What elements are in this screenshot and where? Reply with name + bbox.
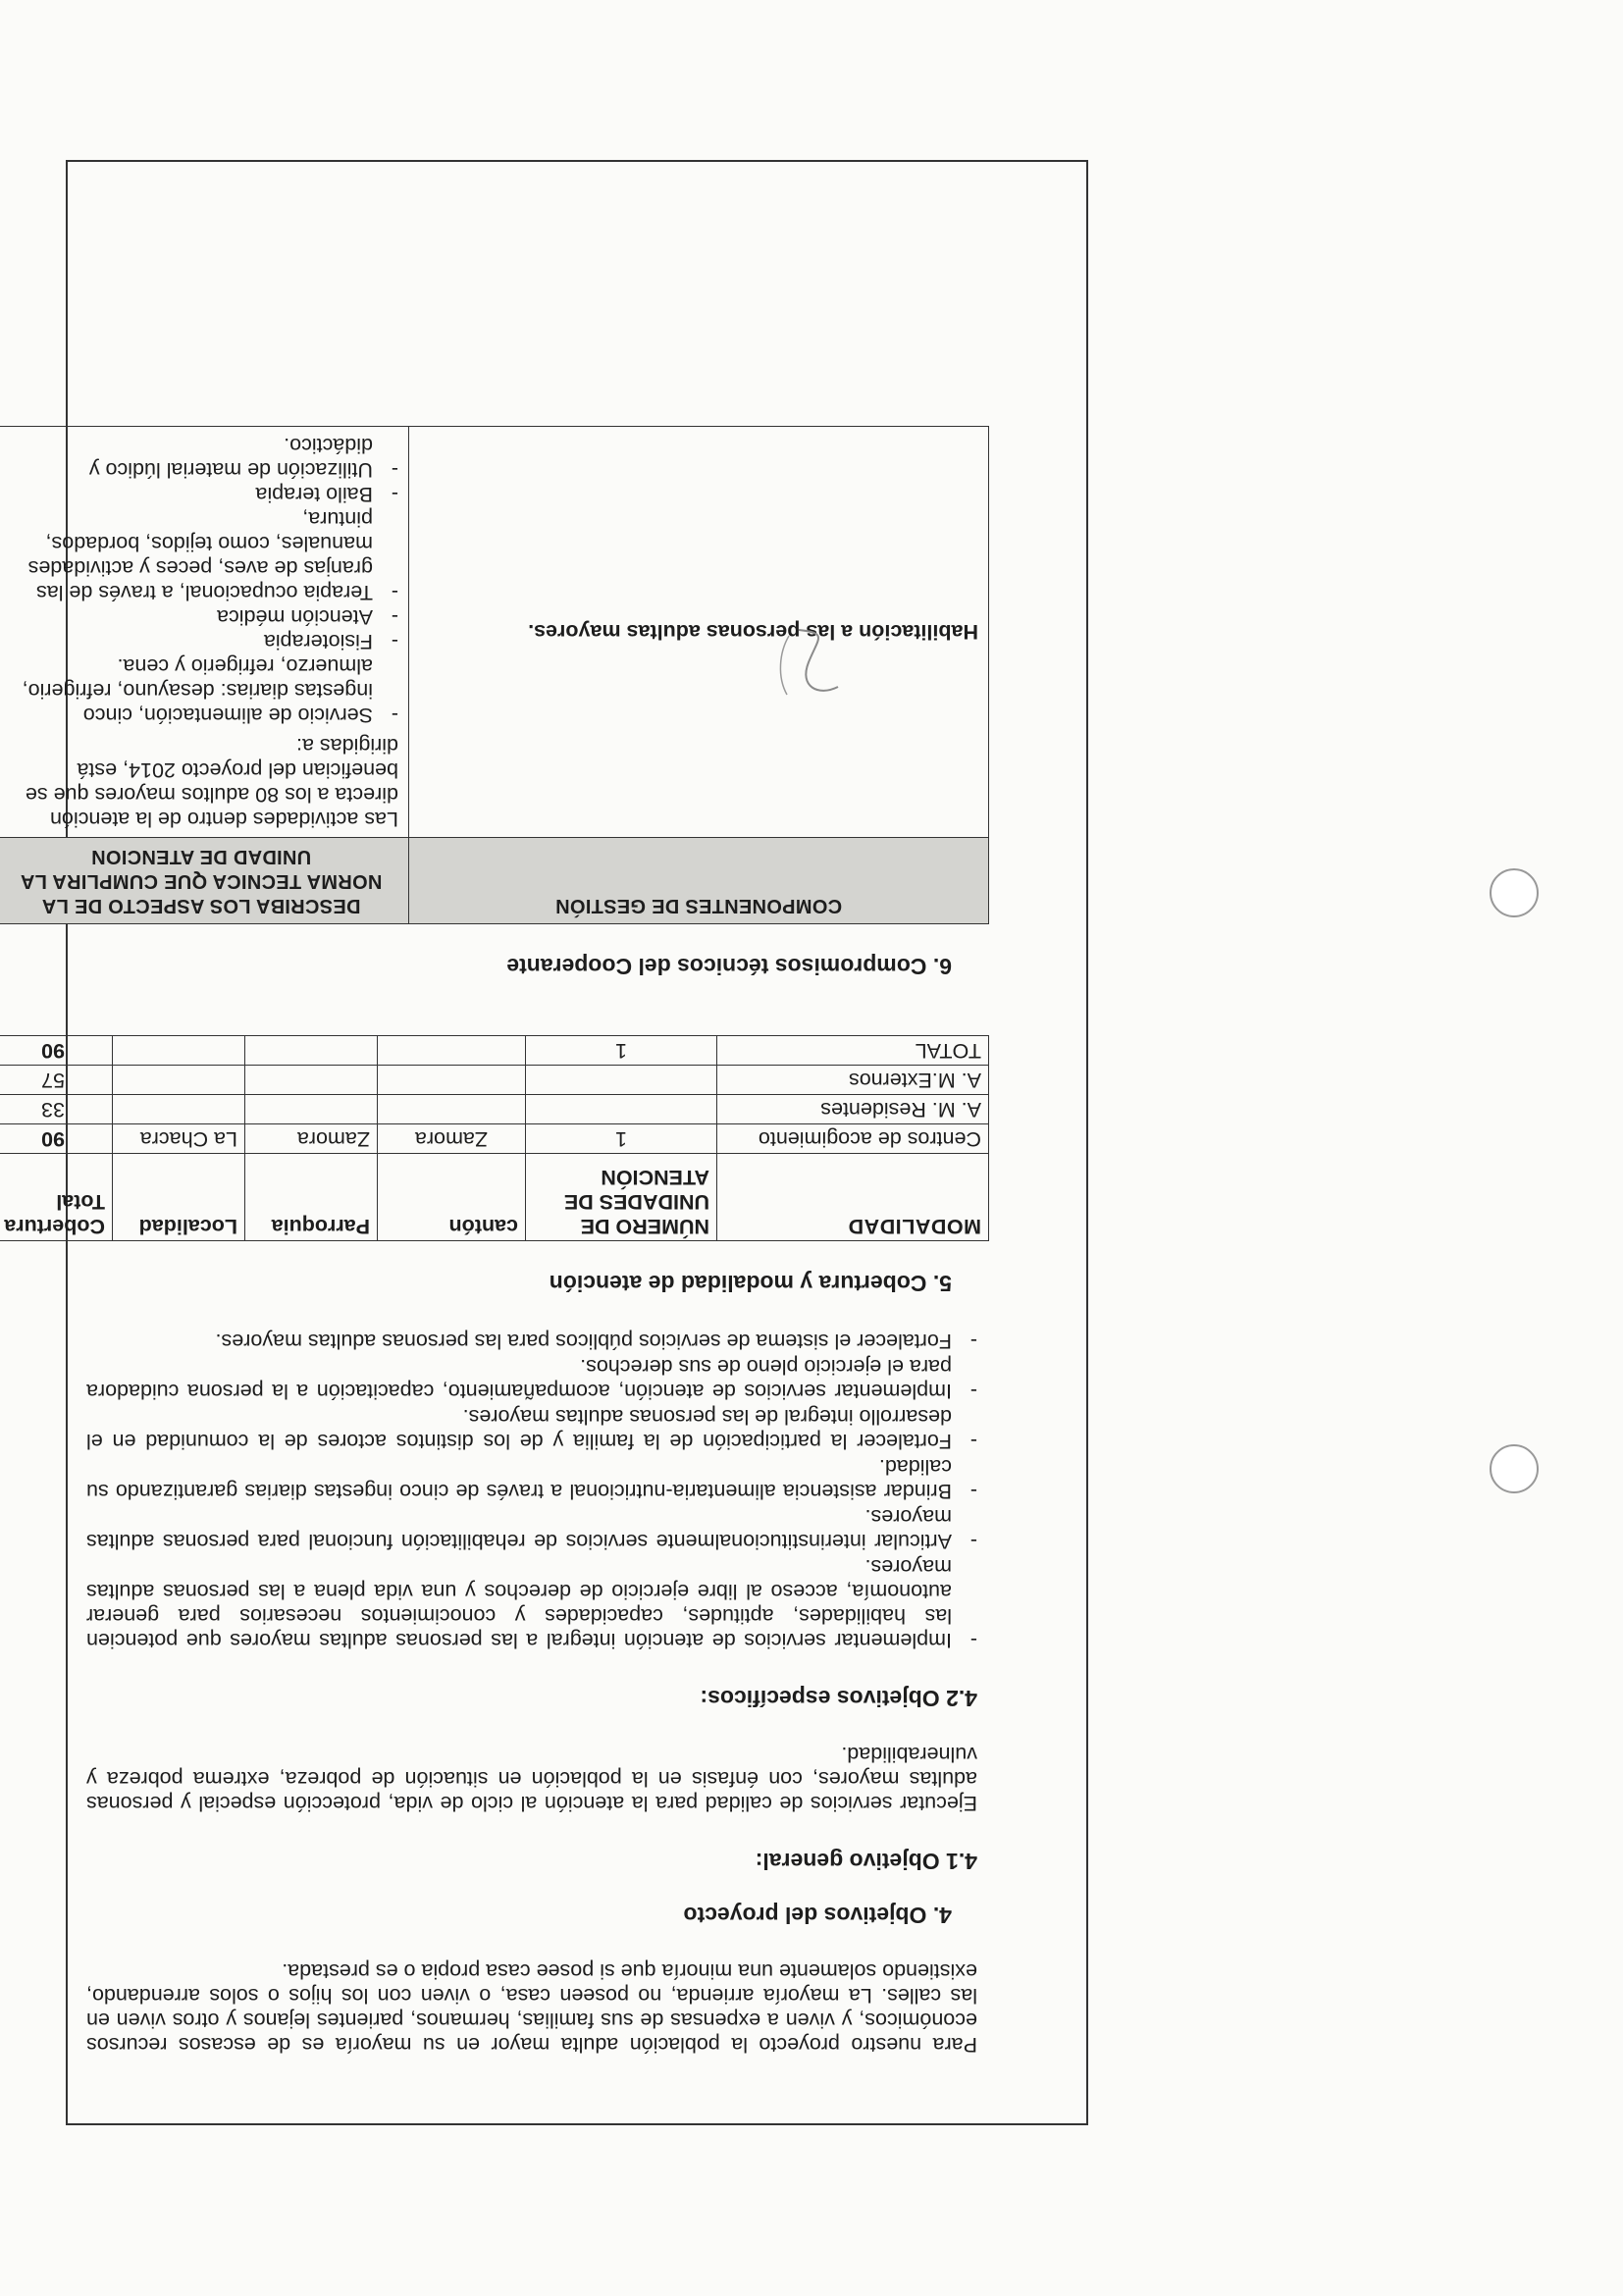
handwritten-mark [769, 618, 858, 706]
header-norma-tecnica: DESCRIBA LOS ASPECTO DE LA NORMA TECNICA QUE CUMPLIRA LA UNIDAD DE ATENCION [0, 838, 409, 924]
cell-cobertura: 33 [0, 1095, 113, 1124]
activity-item: - Fisioterapia [4, 629, 398, 653]
specific-objective: - Brindar asistencia alimentaria-nutricional a través de cinco ingestas diarias garantizando su calidad. [86, 1454, 977, 1503]
activity-item: - Utilización de material lúdico y didáctico. [4, 433, 398, 482]
cell-parroquia [245, 1066, 378, 1095]
activities-lead: Las actividades dentro de la atención directa a los 80 adultos mayores que se benefician del proyecto 2014, está dirigidas a: [25, 734, 398, 831]
commitments-header-row [0, 838, 989, 924]
table-row-total [0, 1036, 989, 1066]
cell-parroquia: Zamora [245, 1124, 378, 1154]
activity-item: - Atención médica [4, 604, 398, 629]
cell-modalidad: TOTAL [717, 1036, 989, 1066]
cell-unidades [526, 1095, 717, 1124]
punch-hole [1490, 868, 1539, 917]
specific-objective: - Fortalecer la participación de la familia y de los distintos actores de la comunidad en el desarrollo integral de las personas adultas mayores. [86, 1404, 977, 1453]
table-row [0, 1124, 989, 1154]
cell-modalidad: A. M. Residentes [717, 1095, 989, 1124]
cell-canton [378, 1095, 526, 1124]
component-description [0, 427, 409, 838]
header-modalidad: MODALIDAD [717, 1154, 989, 1241]
header-componentes: COMPONENTES DE GESTIÓN [409, 838, 989, 924]
cell-localidad [113, 1066, 245, 1095]
cell-localidad [113, 1095, 245, 1124]
table-row [0, 1095, 989, 1124]
intro-paragraph: Para nuestro proyecto la población adulta mayor en su mayoría es de escasos recursos económicos, y viven a expensas de sus familias, hermanos, parientes lejanos y otros viven en las calles. La mayoría arrienda, no poseen casa, o viven con los hijos o solos arrendando, existiendo solamente una minoría que si posee casa propia o es prestada. [86, 1959, 977, 2057]
specific-objective: - Fortalecer el sistema de servicios públicos para las personas adultas mayores. [86, 1329, 977, 1353]
cell-localidad [113, 1036, 245, 1066]
cell-canton [378, 1036, 526, 1066]
cell-cobertura: 90 [0, 1036, 113, 1066]
header-unidades: NÚMERO DE UNIDADES DE ATENCIÓN [526, 1154, 717, 1241]
punch-hole [1490, 1444, 1539, 1493]
general-objective-text: Ejecutar servicios de calidad para la atención al ciclo de vida, protección especial y personas adultas mayores, con énfasis en la población en situación de pobreza, extrema pobreza y vulnerabilidad. [86, 1743, 977, 1815]
activities-list [4, 433, 398, 727]
section-6-title: 6. Compromisos técnicos del Cooperante [506, 954, 952, 979]
cell-cobertura: 90 [0, 1124, 113, 1154]
cell-unidades: 1 [526, 1036, 717, 1066]
specific-objectives-list [86, 1329, 977, 1652]
section-4-title: 4. Objetivos del proyecto [683, 1903, 952, 1928]
section-5-title: 5. Cobertura y modalidad de atención [549, 1271, 952, 1296]
activity-item: - Servicio de alimentación, cinco ingestas diarias: desayuno, refrigerio, almuerzo, refrigerio y cena. [4, 653, 398, 727]
cell-localidad: La Chacra [113, 1124, 245, 1154]
coverage-header-row [0, 1154, 989, 1241]
specific-objectives-title: 4.2 Objetivos específicos: [700, 1686, 977, 1711]
cell-canton: Zamora [378, 1124, 526, 1154]
cell-unidades [526, 1066, 717, 1095]
specific-objective: - Implementar servicios de atención integral a las personas adultas mayores que potencien las habilidades, aptitudes, capacidades y conocimientos necesarios para generar autonomía, acceso al libre ejercicio de derechos y una vida plena a las personas adultas mayores. [86, 1554, 977, 1652]
header-parroquia: Parroquia [245, 1154, 378, 1241]
specific-objective: - Implementar servicios de atención, acompañamiento, capacitación a la persona cuidadora para el ejercicio pleno de sus derechos. [86, 1354, 977, 1403]
cell-unidades: 1 [526, 1124, 717, 1154]
component-label: Habilitación a las personas adultas mayores. [409, 427, 989, 838]
header-localidad: Localidad [113, 1154, 245, 1241]
table-row [0, 1066, 989, 1095]
cell-modalidad: Centros de acogimiento [717, 1124, 989, 1154]
general-objective-title: 4.1 Objetivo general: [755, 1849, 977, 1874]
header-canton: cantón [378, 1154, 526, 1241]
coverage-table [0, 1035, 989, 1241]
cell-parroquia [245, 1095, 378, 1124]
cell-modalidad: A. M.Externos [717, 1066, 989, 1095]
cell-parroquia [245, 1036, 378, 1066]
header-cobertura: Cobertura Total [0, 1154, 113, 1241]
specific-objective: - Articular interinstitucionalmente servicios de rehabilitación funcional para personas adultas mayores. [86, 1504, 977, 1553]
activity-item: - Bailo terapia [4, 482, 398, 506]
activity-item: - Terapia ocupacional, a través de las granjas de aves, peces y actividades manuales, como tejidos, bordados, pintura, [4, 506, 398, 604]
cell-cobertura: 57 [0, 1066, 113, 1095]
cell-canton [378, 1066, 526, 1095]
